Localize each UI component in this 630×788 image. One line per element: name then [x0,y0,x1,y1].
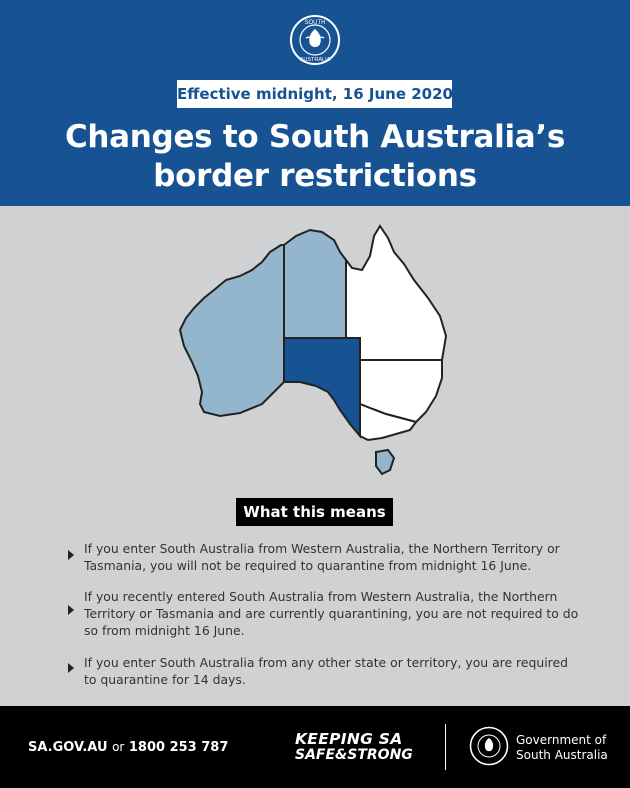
svg-text:SOUTH: SOUTH [304,20,326,26]
footer-divider [445,724,446,770]
effective-date-badge: Effective midnight, 16 June 2020 [177,80,452,108]
bullet-text: If you recently entered South Australia from Western Australia, the Northern Territory or Tasmania and are currently quarantining, you are not required to do so from midnight 16 June. [84,589,579,638]
campaign-logo [295,731,425,763]
svg-text:AUSTRALIA: AUSTRALIA [299,57,331,63]
footer [0,706,630,788]
bullet-arrow-icon [68,550,74,560]
gov-line-1: Government of [516,733,607,747]
campaign-line-2: SAFE&STRONG [295,747,413,763]
contact-info [28,740,228,755]
bullet-text: If you enter South Australia from Western Australia, the Northern Territory or Tasmania, you will not be required to quarantine from midnight 16 June. [84,541,560,573]
phone-number: 1800 253 787 [128,740,229,755]
government-crest-icon [469,726,509,766]
map-region-queensland [346,226,446,360]
bullet-arrow-icon [68,605,74,615]
bullet-text: If you enter South Australia from any other state or territory, you are required to quarantine for 14 days. [84,655,568,687]
map-region-northern-territory [284,230,346,338]
page-title [0,118,630,196]
gov-line-2: South Australia [516,748,608,762]
australia-map [0,206,630,488]
map-region-tasmania [376,450,394,474]
map-region-south-australia [284,338,360,436]
header-banner [0,0,630,206]
or-text: or [112,740,125,754]
section-heading: What this means [236,498,393,526]
title-line-1: Changes to South Australia’s [64,119,566,155]
website-link[interactable]: SA.GOV.AU [28,740,108,755]
south-australia-logo [289,14,341,66]
government-name [516,733,608,763]
campaign-line-1: KEEPING SA [295,730,403,748]
bullet-arrow-icon [68,663,74,673]
map-region-western-australia [180,245,284,416]
title-line-2: border restrictions [153,158,477,194]
